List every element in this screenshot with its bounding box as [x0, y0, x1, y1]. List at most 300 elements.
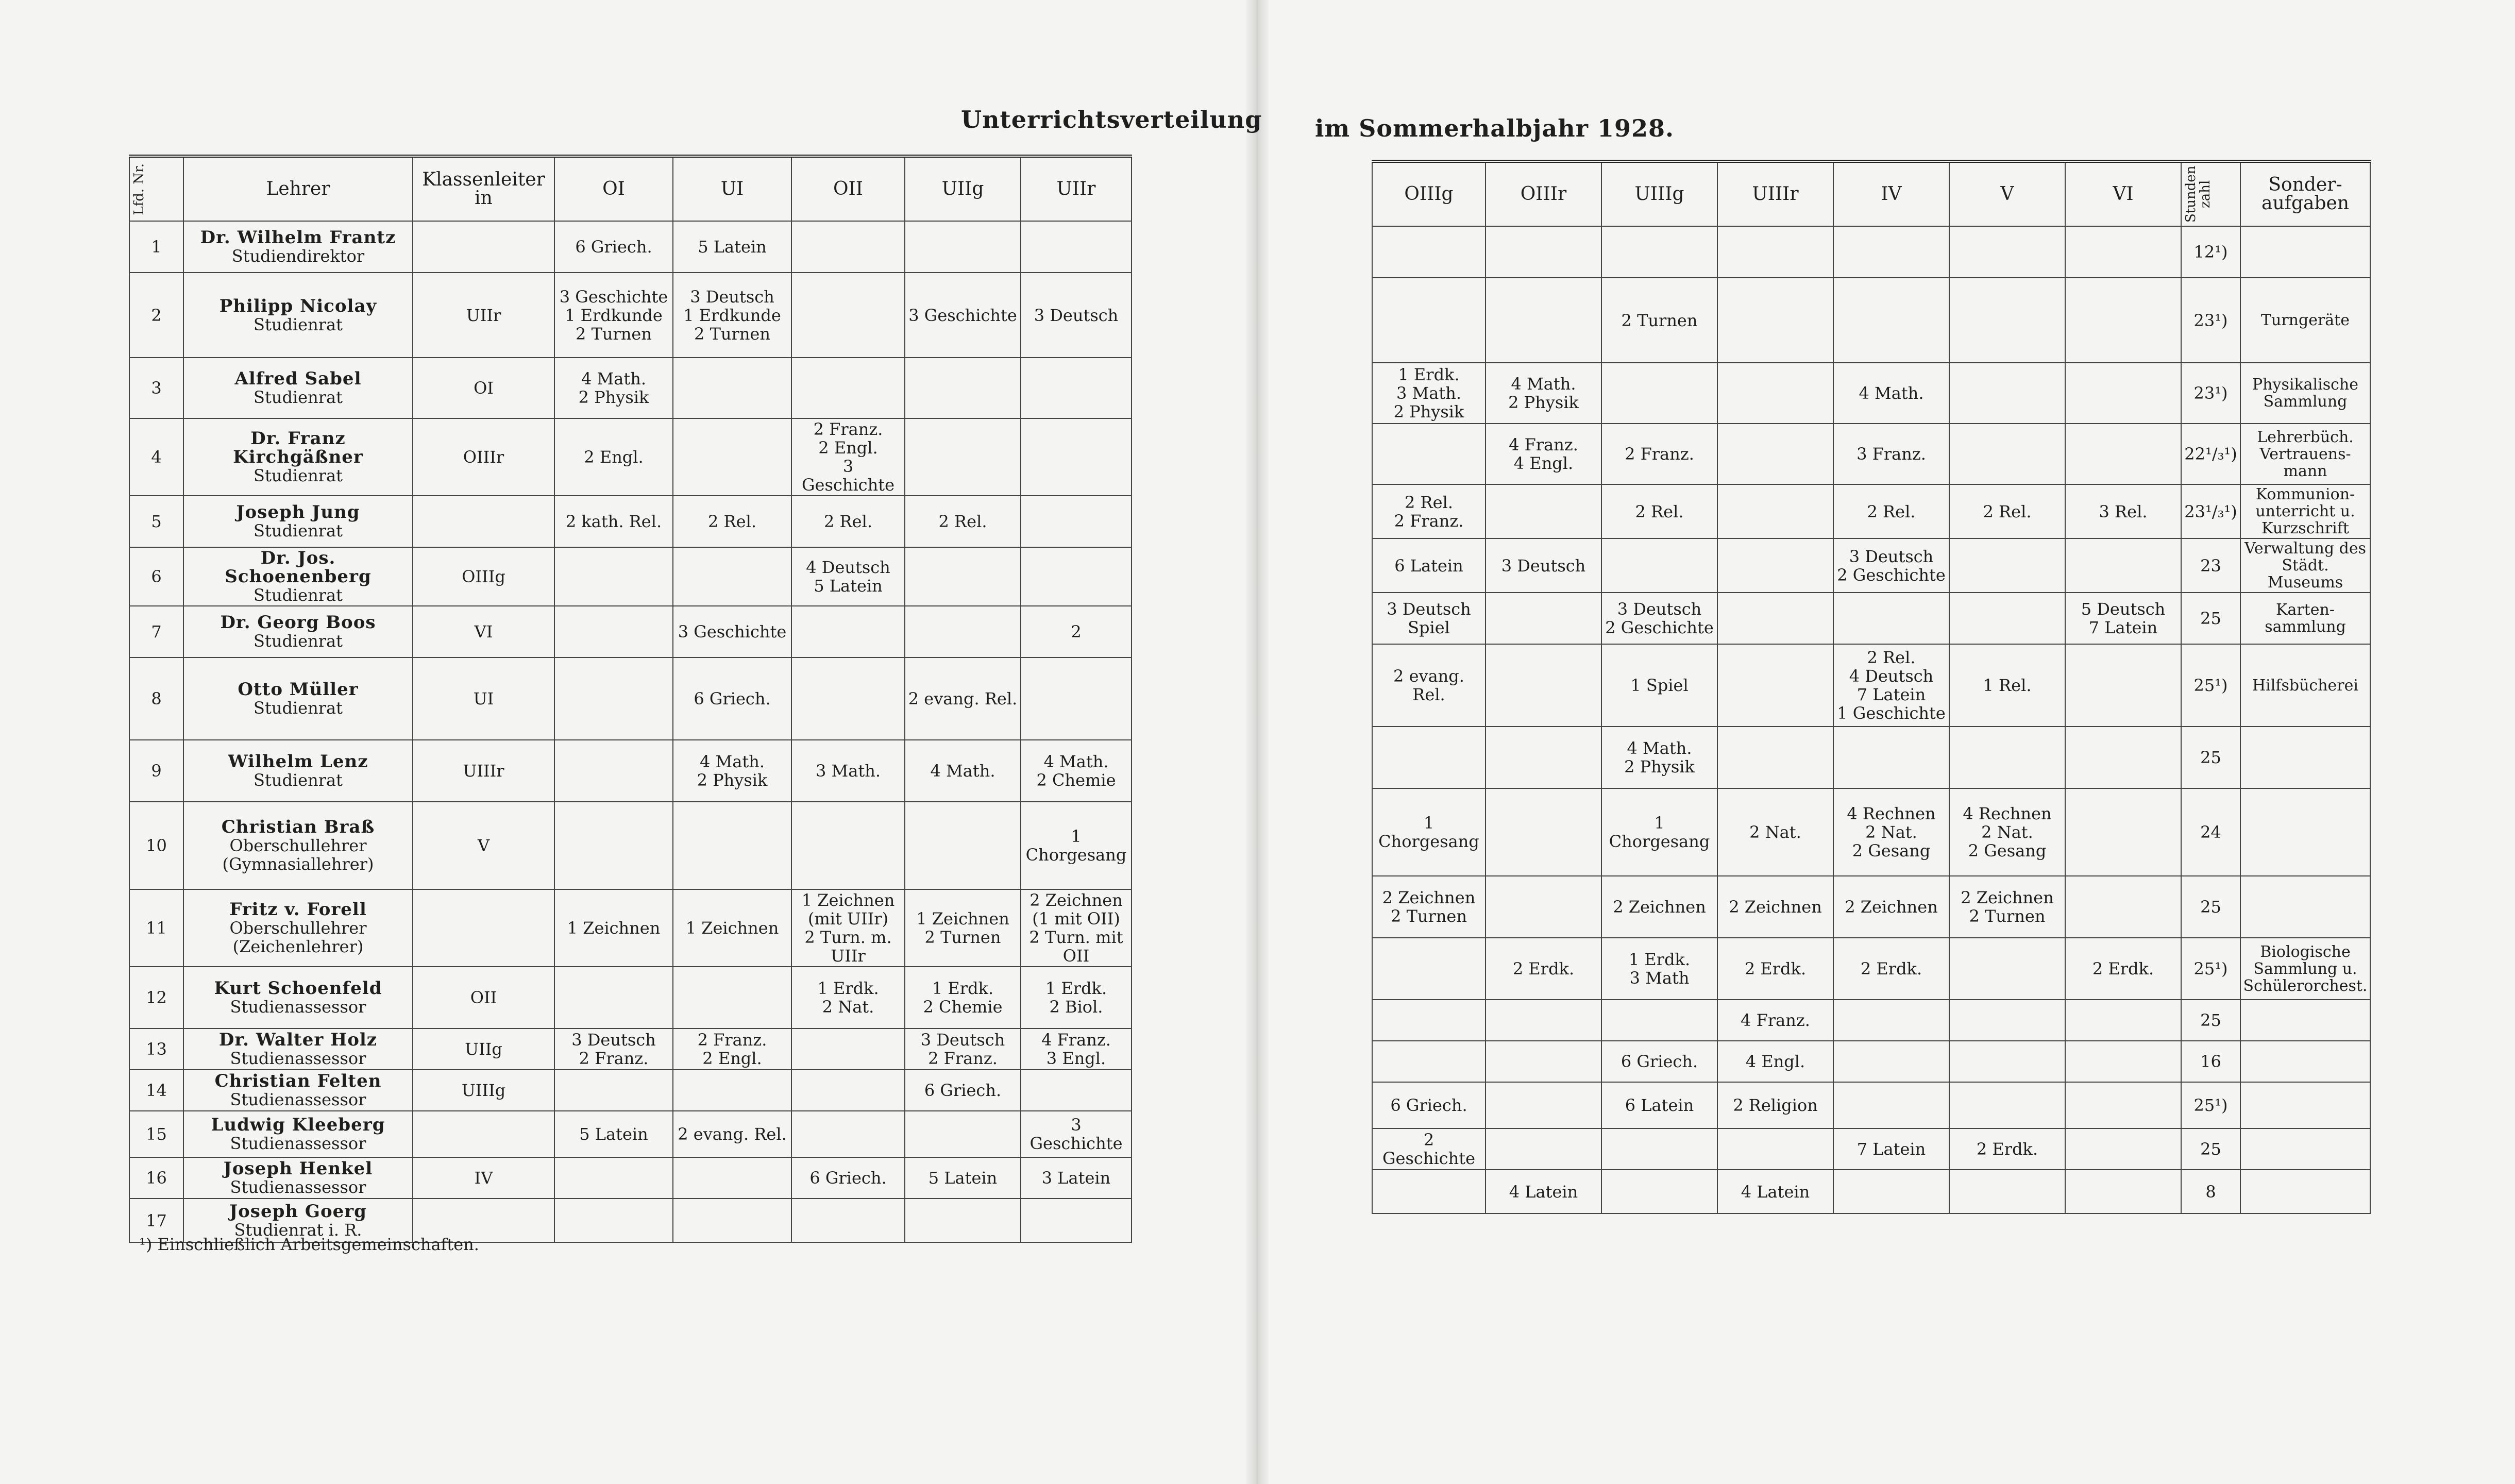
- lesson-cell-ui: [673, 802, 791, 889]
- lesson-cell-oii: 4 Deutsch 5 Latein: [791, 547, 905, 606]
- lesson-cell-uiig: [905, 418, 1021, 496]
- lesson-cell-vi: [2065, 876, 2181, 938]
- lesson-cell-uiig: [905, 1199, 1021, 1242]
- sonderaufgaben-cell: Kommunion-unterricht u. Kurzschrift: [2240, 484, 2370, 538]
- lesson-cell-vi: [2065, 538, 2181, 593]
- lesson-cell-vi: [2065, 363, 2181, 424]
- teacher-row: [129, 273, 1132, 358]
- teacher-row: [129, 496, 1132, 547]
- lesson-cell-oii: 3 Math.: [791, 740, 905, 802]
- lesson-cell-oiiig: 2 Rel. 2 Franz.: [1372, 484, 1486, 538]
- teacher-title: Studienrat: [254, 631, 343, 651]
- sonderaufgaben-cell: [2240, 876, 2370, 938]
- lesson-cell-ui: [673, 1157, 791, 1199]
- teacher-row: [129, 418, 1132, 496]
- teacher-row-right: [1372, 1170, 2370, 1213]
- teacher-cell: [183, 606, 413, 657]
- teacher-title: Studiendirektor: [231, 246, 365, 266]
- lesson-cell-iv: 4 Math.: [1833, 363, 1949, 424]
- lesson-cell-oii: [791, 221, 905, 273]
- lesson-cell-vi: 2 Erdk.: [2065, 938, 2181, 1000]
- teacher-name: Wilhelm Lenz: [228, 751, 368, 772]
- lesson-cell-iv: [1833, 1082, 1949, 1128]
- teacher-title: Studienrat i. R.: [234, 1220, 362, 1240]
- lesson-cell-oi: [554, 547, 673, 606]
- lesson-cell-ui: 2 Rel.: [673, 496, 791, 547]
- lesson-cell-oiiig: 3 Deutsch Spiel: [1372, 593, 1486, 644]
- teacher-row-right: [1372, 876, 2370, 938]
- lesson-cell-oiiig: [1372, 278, 1486, 363]
- lesson-cell-oii: 1 Erdk. 2 Nat.: [791, 967, 905, 1028]
- teacher-name: Ludwig Kleeberg: [211, 1115, 385, 1135]
- klassenleiter-cell: [413, 889, 554, 967]
- teacher-row: [129, 657, 1132, 740]
- stunden-cell: 25¹): [2181, 1082, 2240, 1128]
- sonderaufgaben-cell: [2240, 788, 2370, 876]
- lesson-cell-oiiig: 2 Geschichte: [1372, 1128, 1486, 1170]
- lesson-cell-iv: [1833, 1170, 1949, 1213]
- lesson-cell-oii: [791, 802, 905, 889]
- lesson-cell-uiig: [905, 358, 1021, 418]
- sonderaufgaben-cell: [2240, 727, 2370, 788]
- lesson-cell-v: 2 Rel.: [1949, 484, 2065, 538]
- lesson-cell-v: [1949, 226, 2065, 278]
- lesson-cell-oi: 3 Geschichte 1 Erdkunde 2 Turnen: [554, 273, 673, 358]
- lesson-cell-ui: 3 Deutsch 1 Erdkunde 2 Turnen: [673, 273, 791, 358]
- lesson-cell-oiiig: 6 Latein: [1372, 538, 1486, 593]
- lesson-cell-ui: [673, 1070, 791, 1111]
- lesson-cell-uiir: 3 Latein: [1021, 1157, 1132, 1199]
- sonderaufgaben-cell: Turngeräte: [2240, 278, 2370, 363]
- lesson-cell-v: [1949, 278, 2065, 363]
- lesson-cell-uiiig: 2 Turnen: [1601, 278, 1717, 363]
- teacher-cell: [183, 358, 413, 418]
- lesson-cell-ui: 6 Griech.: [673, 657, 791, 740]
- lesson-cell-uiiig: [1601, 1000, 1717, 1041]
- col-sonder-header: Sonder-aufgaben: [2240, 161, 2370, 226]
- lesson-cell-iv: [1833, 226, 1949, 278]
- lesson-cell-ui: 1 Zeichnen: [673, 889, 791, 967]
- lesson-cell-oiiig: 6 Griech.: [1372, 1082, 1486, 1128]
- teacher-row: [129, 547, 1132, 606]
- lesson-cell-v: 2 Zeichnen 2 Turnen: [1949, 876, 2065, 938]
- lesson-cell-oiiig: 1 Chorgesang: [1372, 788, 1486, 876]
- teacher-row: [129, 358, 1132, 418]
- lesson-cell-oii: 2 Franz. 2 Engl. 3 Geschichte: [791, 418, 905, 496]
- lesson-cell-uiig: 3 Geschichte: [905, 273, 1021, 358]
- row-number: 11: [129, 889, 183, 967]
- teacher-name: Joseph Jung: [236, 502, 360, 522]
- teacher-row: [129, 221, 1132, 273]
- lesson-cell-oi: [554, 802, 673, 889]
- lesson-cell-vi: [2065, 1128, 2181, 1170]
- stunden-cell: 23¹): [2181, 363, 2240, 424]
- lesson-cell-uiir: [1021, 657, 1132, 740]
- teacher-title: Studienassessor: [230, 1134, 366, 1153]
- lesson-cell-iv: [1833, 727, 1949, 788]
- lesson-cell-uiig: 3 Deutsch 2 Franz.: [905, 1028, 1021, 1070]
- lesson-cell-v: [1949, 1000, 2065, 1041]
- lesson-cell-iv: 4 Rechnen 2 Nat. 2 Gesang: [1833, 788, 1949, 876]
- lesson-cell-v: 4 Rechnen 2 Nat. 2 Gesang: [1949, 788, 2065, 876]
- lesson-cell-uiir: 2 Zeichnen (1 mit OII) 2 Turn. mit OII: [1021, 889, 1132, 967]
- teacher-title: Studienrat: [254, 466, 343, 485]
- stunden-cell: 25: [2181, 1000, 2240, 1041]
- teacher-name: Dr. Franz Kirchgäßner: [233, 428, 363, 467]
- lesson-cell-uiir: 3 Geschichte: [1021, 1111, 1132, 1157]
- col-nr-header: Lfd. Nr.: [129, 156, 183, 221]
- lesson-cell-uiiir: [1717, 538, 1833, 593]
- lesson-cell-uiiig: 1 Spiel: [1601, 644, 1717, 727]
- teacher-row-right: [1372, 1128, 2370, 1170]
- lesson-cell-oiiir: [1486, 727, 1601, 788]
- lesson-cell-oi: 2 kath. Rel.: [554, 496, 673, 547]
- row-number: 6: [129, 547, 183, 606]
- teacher-row: [129, 1157, 1132, 1199]
- lesson-cell-oiiig: [1372, 938, 1486, 1000]
- lesson-cell-iv: [1833, 593, 1949, 644]
- klassenleiter-cell: OIIIg: [413, 547, 554, 606]
- teacher-title: Oberschullehrer: [229, 918, 367, 938]
- lesson-cell-v: [1949, 363, 2065, 424]
- sonderaufgaben-cell: Biologische Sammlung u. Schülerorchest.: [2240, 938, 2370, 1000]
- lesson-cell-uiig: 4 Math.: [905, 740, 1021, 802]
- teacher-row: [129, 967, 1132, 1028]
- lesson-cell-uiiig: 6 Griech.: [1601, 1041, 1717, 1082]
- lesson-cell-uiig: 1 Erdk. 2 Chemie: [905, 967, 1021, 1028]
- lesson-cell-v: [1949, 938, 2065, 1000]
- lesson-cell-uiir: 3 Deutsch: [1021, 273, 1132, 358]
- lesson-cell-oi: 1 Zeichnen: [554, 889, 673, 967]
- klassenleiter-cell: [413, 1111, 554, 1157]
- lesson-cell-uiig: 6 Griech.: [905, 1070, 1021, 1111]
- lesson-cell-iv: 2 Rel. 4 Deutsch 7 Latein 1 Geschichte: [1833, 644, 1949, 727]
- lesson-cell-oiiir: [1486, 644, 1601, 727]
- lesson-cell-oiiig: [1372, 727, 1486, 788]
- lesson-cell-oi: [554, 1157, 673, 1199]
- klassenleiter-cell: OII: [413, 967, 554, 1028]
- lesson-cell-uiir: 1 Erdk. 2 Biol.: [1021, 967, 1132, 1028]
- stunden-cell: 23¹): [2181, 278, 2240, 363]
- stunden-cell: 25¹): [2181, 644, 2240, 727]
- sonderaufgaben-cell: Karten-sammlung: [2240, 593, 2370, 644]
- lesson-cell-ui: [673, 358, 791, 418]
- klassenleiter-cell: OI: [413, 358, 554, 418]
- lesson-cell-oiiig: [1372, 1000, 1486, 1041]
- lesson-cell-oii: 6 Griech.: [791, 1157, 905, 1199]
- lesson-cell-uiir: [1021, 418, 1132, 496]
- lesson-cell-vi: [2065, 226, 2181, 278]
- lesson-cell-ui: 2 evang. Rel.: [673, 1111, 791, 1157]
- teacher-cell: [183, 221, 413, 273]
- sonderaufgaben-cell: Verwaltung des Städt. Museums: [2240, 538, 2370, 593]
- lesson-cell-uiiig: [1601, 226, 1717, 278]
- teacher-row-right: [1372, 278, 2370, 363]
- lesson-cell-v: [1949, 538, 2065, 593]
- lesson-cell-iv: [1833, 1041, 1949, 1082]
- lesson-cell-oii: [791, 1028, 905, 1070]
- lesson-cell-vi: [2065, 1000, 2181, 1041]
- lesson-cell-uiir: [1021, 221, 1132, 273]
- lesson-cell-ui: [673, 547, 791, 606]
- lesson-cell-vi: [2065, 1170, 2181, 1213]
- klassenleiter-cell: UIIIg: [413, 1070, 554, 1111]
- lesson-cell-oi: 5 Latein: [554, 1111, 673, 1157]
- lesson-cell-uiir: 4 Franz. 3 Engl.: [1021, 1028, 1132, 1070]
- lesson-cell-oiiir: [1486, 1000, 1601, 1041]
- lesson-cell-uiiir: [1717, 424, 1833, 484]
- lesson-cell-uiir: 4 Math. 2 Chemie: [1021, 740, 1132, 802]
- lesson-cell-oii: [791, 1111, 905, 1157]
- lesson-cell-oiiig: [1372, 424, 1486, 484]
- lesson-cell-vi: 3 Rel.: [2065, 484, 2181, 538]
- klassenleiter-cell: IV: [413, 1157, 554, 1199]
- teacher-name: Dr. Wilhelm Frantz: [200, 227, 396, 248]
- lesson-cell-ui: [673, 418, 791, 496]
- lesson-cell-oiiir: [1486, 1082, 1601, 1128]
- teacher-row: [129, 1070, 1132, 1111]
- lesson-cell-v: [1949, 1041, 2065, 1082]
- heading-left: Unterrichtsverteilung: [961, 106, 1262, 133]
- lesson-cell-oi: 2 Engl.: [554, 418, 673, 496]
- lesson-cell-uiiig: [1601, 1170, 1717, 1213]
- lesson-cell-uiiig: 4 Math. 2 Physik: [1601, 727, 1717, 788]
- teacher-name: Dr. Walter Holz: [218, 1030, 378, 1050]
- lesson-cell-uiiig: 1 Chorgesang: [1601, 788, 1717, 876]
- lesson-cell-ui: [673, 1199, 791, 1242]
- teacher-row-right: [1372, 644, 2370, 727]
- lesson-cell-vi: [2065, 727, 2181, 788]
- teacher-title: Studienassessor: [230, 997, 366, 1017]
- lesson-cell-uiiir: [1717, 644, 1833, 727]
- lesson-cell-uiiir: 2 Religion: [1717, 1082, 1833, 1128]
- teacher-cell: [183, 496, 413, 547]
- lesson-cell-ui: 2 Franz. 2 Engl.: [673, 1028, 791, 1070]
- lesson-cell-uiiig: 6 Latein: [1601, 1082, 1717, 1128]
- sonderaufgaben-cell: Lehrerbüch. Vertrauens-mann: [2240, 424, 2370, 484]
- teacher-cell: [183, 1070, 413, 1111]
- lesson-cell-ui: 5 Latein: [673, 221, 791, 273]
- lesson-cell-uiiir: [1717, 593, 1833, 644]
- teacher-title: Studienrat: [254, 314, 343, 334]
- teacher-row-right: [1372, 1041, 2370, 1082]
- col-oii-header: OII: [791, 156, 905, 221]
- lesson-cell-vi: [2065, 788, 2181, 876]
- lesson-cell-oiiir: 2 Erdk.: [1486, 938, 1601, 1000]
- teacher-cell: [183, 273, 413, 358]
- lesson-cell-iv: [1833, 1000, 1949, 1041]
- lesson-cell-oiiig: [1372, 1041, 1486, 1082]
- klassenleiter-cell: UIIIr: [413, 740, 554, 802]
- sonderaufgaben-cell: [2240, 1170, 2370, 1213]
- teacher-title-2: (Gymnasiallehrer): [222, 854, 374, 874]
- teacher-cell: [183, 967, 413, 1028]
- teacher-title: Studienrat: [254, 387, 343, 407]
- teacher-row: [129, 606, 1132, 657]
- lesson-cell-oiiir: [1486, 278, 1601, 363]
- teacher-name: Kurt Schoenfeld: [214, 978, 382, 999]
- lesson-cell-uiiig: [1601, 1128, 1717, 1170]
- lesson-cell-uiiir: [1717, 484, 1833, 538]
- stunden-cell: 16: [2181, 1041, 2240, 1082]
- col-uiir-header: UIIr: [1021, 156, 1132, 221]
- teacher-cell: [183, 547, 413, 606]
- lesson-cell-uiiig: [1601, 363, 1717, 424]
- stunden-cell: 12¹): [2181, 226, 2240, 278]
- stunden-cell: 25¹): [2181, 938, 2240, 1000]
- teacher-title: Studienrat: [254, 521, 343, 541]
- lesson-cell-uiiir: [1717, 1128, 1833, 1170]
- row-number: 17: [129, 1199, 183, 1242]
- lesson-cell-vi: [2065, 644, 2181, 727]
- teacher-cell: [183, 1028, 413, 1070]
- lesson-cell-uiir: [1021, 1199, 1132, 1242]
- lesson-cell-vi: [2065, 1082, 2181, 1128]
- teacher-name: Philipp Nicolay: [219, 295, 377, 316]
- lesson-cell-uiiig: 3 Deutsch 2 Geschichte: [1601, 593, 1717, 644]
- row-number: 1: [129, 221, 183, 273]
- stunden-cell: 25: [2181, 727, 2240, 788]
- lesson-cell-uiiig: 2 Rel.: [1601, 484, 1717, 538]
- teacher-cell: [183, 1157, 413, 1199]
- sonderaufgaben-cell: [2240, 226, 2370, 278]
- lesson-cell-oi: [554, 606, 673, 657]
- klassenleiter-cell: V: [413, 802, 554, 889]
- lesson-cell-oi: [554, 967, 673, 1028]
- klassenleiter-cell: UIIg: [413, 1028, 554, 1070]
- lesson-cell-uiig: [905, 221, 1021, 273]
- lesson-cell-v: [1949, 1170, 2065, 1213]
- col-uiiir-header: UIIIr: [1717, 161, 1833, 226]
- klassenleiter-cell: UI: [413, 657, 554, 740]
- header-row-left: [129, 156, 1132, 221]
- lesson-cell-vi: [2065, 1041, 2181, 1082]
- lesson-cell-oii: [791, 657, 905, 740]
- teacher-cell: [183, 740, 413, 802]
- lesson-cell-vi: [2065, 278, 2181, 363]
- lesson-cell-uiiir: 4 Franz.: [1717, 1000, 1833, 1041]
- row-number: 16: [129, 1157, 183, 1199]
- schedule-table-left: [129, 155, 1132, 1243]
- col-uiiig-header: UIIIg: [1601, 161, 1717, 226]
- lesson-cell-uiig: 2 evang. Rel.: [905, 657, 1021, 740]
- lesson-cell-uiiir: 2 Zeichnen: [1717, 876, 1833, 938]
- teacher-row: [129, 740, 1132, 802]
- lesson-cell-oiiir: 3 Deutsch: [1486, 538, 1601, 593]
- teacher-name: Dr. Jos. Schoenenberg: [225, 548, 372, 587]
- lesson-cell-oiiir: [1486, 876, 1601, 938]
- lesson-cell-uiir: [1021, 496, 1132, 547]
- lesson-cell-v: [1949, 593, 2065, 644]
- lesson-cell-oii: 2 Rel.: [791, 496, 905, 547]
- teacher-row-right: [1372, 727, 2370, 788]
- row-number: 9: [129, 740, 183, 802]
- lesson-cell-uiir: 2: [1021, 606, 1132, 657]
- lesson-cell-oiiig: [1372, 226, 1486, 278]
- lesson-cell-uiig: 1 Zeichnen 2 Turnen: [905, 889, 1021, 967]
- lesson-cell-uiiig: 2 Franz.: [1601, 424, 1717, 484]
- teacher-row: [129, 1028, 1132, 1070]
- stunden-cell: 25: [2181, 1128, 2240, 1170]
- lesson-cell-uiir: 1 Chorgesang: [1021, 802, 1132, 889]
- teacher-row: [129, 1111, 1132, 1157]
- teacher-name: Joseph Henkel: [223, 1158, 373, 1179]
- lesson-cell-ui: 4 Math. 2 Physik: [673, 740, 791, 802]
- lesson-cell-vi: [2065, 424, 2181, 484]
- teacher-name: Otto Müller: [238, 679, 359, 700]
- lesson-cell-uiiir: 4 Latein: [1717, 1170, 1833, 1213]
- teacher-row-right: [1372, 1000, 2370, 1041]
- klassenleiter-cell: VI: [413, 606, 554, 657]
- teacher-cell: [183, 889, 413, 967]
- sonderaufgaben-cell: [2240, 1000, 2370, 1041]
- col-klassenleiter-header: Klassenleiter in: [413, 156, 554, 221]
- row-number: 7: [129, 606, 183, 657]
- lesson-cell-uiig: 2 Rel.: [905, 496, 1021, 547]
- lesson-cell-oiiir: [1486, 1128, 1601, 1170]
- teacher-row-right: [1372, 593, 2370, 644]
- col-vi-header: VI: [2065, 161, 2181, 226]
- sonderaufgaben-cell: Hilfsbücherei: [2240, 644, 2370, 727]
- klassenleiter-cell: UIIr: [413, 273, 554, 358]
- col-oiiig-header: OIIIg: [1372, 161, 1486, 226]
- teacher-title: Studienassessor: [230, 1049, 366, 1068]
- stunden-cell: 24: [2181, 788, 2240, 876]
- klassenleiter-cell: [413, 496, 554, 547]
- lesson-cell-uiir: [1021, 358, 1132, 418]
- lesson-cell-oii: [791, 1070, 905, 1111]
- sonderaufgaben-cell: Physikalische Sammlung: [2240, 363, 2370, 424]
- row-number: 8: [129, 657, 183, 740]
- col-uiig-header: UIIg: [905, 156, 1021, 221]
- col-lehrer-header: Lehrer: [183, 156, 413, 221]
- sonderaufgaben-cell: [2240, 1128, 2370, 1170]
- lesson-cell-uiiig: [1601, 538, 1717, 593]
- row-number: 3: [129, 358, 183, 418]
- lesson-cell-uiig: [905, 547, 1021, 606]
- lesson-cell-oiiig: 1 Erdk. 3 Math. 2 Physik: [1372, 363, 1486, 424]
- teacher-row-right: [1372, 363, 2370, 424]
- stunden-cell: 23¹/₃¹): [2181, 484, 2240, 538]
- lesson-cell-uiir: [1021, 1070, 1132, 1111]
- lesson-cell-uiig: [905, 606, 1021, 657]
- teacher-title: Oberschullehrer: [229, 836, 367, 855]
- row-number: 5: [129, 496, 183, 547]
- lesson-cell-oi: 6 Griech.: [554, 221, 673, 273]
- col-oi-header: OI: [554, 156, 673, 221]
- teacher-name: Dr. Georg Boos: [220, 612, 376, 633]
- col-stunden-header: Stunden zahl: [2181, 161, 2240, 226]
- teacher-name: Fritz v. Forell: [229, 899, 367, 920]
- teacher-row-right: [1372, 538, 2370, 593]
- lesson-cell-iv: 3 Deutsch 2 Geschichte: [1833, 538, 1949, 593]
- lesson-cell-oiiir: 4 Franz. 4 Engl.: [1486, 424, 1601, 484]
- heading-right: im Sommerhalbjahr 1928.: [1315, 114, 1674, 142]
- lesson-cell-oi: [554, 1199, 673, 1242]
- teacher-cell: [183, 418, 413, 496]
- lesson-cell-oiiir: 4 Latein: [1486, 1170, 1601, 1213]
- teacher-title: Studienassessor: [230, 1177, 366, 1197]
- lesson-cell-vi: 5 Deutsch 7 Latein: [2065, 593, 2181, 644]
- sonderaufgaben-cell: [2240, 1082, 2370, 1128]
- lesson-cell-oii: [791, 1199, 905, 1242]
- teacher-row-right: [1372, 938, 2370, 1000]
- col-oiiir-header: OIIIr: [1486, 161, 1601, 226]
- teacher-row-right: [1372, 424, 2370, 484]
- row-number: 10: [129, 802, 183, 889]
- teacher-name: Alfred Sabel: [234, 368, 362, 389]
- lesson-cell-oiiir: [1486, 226, 1601, 278]
